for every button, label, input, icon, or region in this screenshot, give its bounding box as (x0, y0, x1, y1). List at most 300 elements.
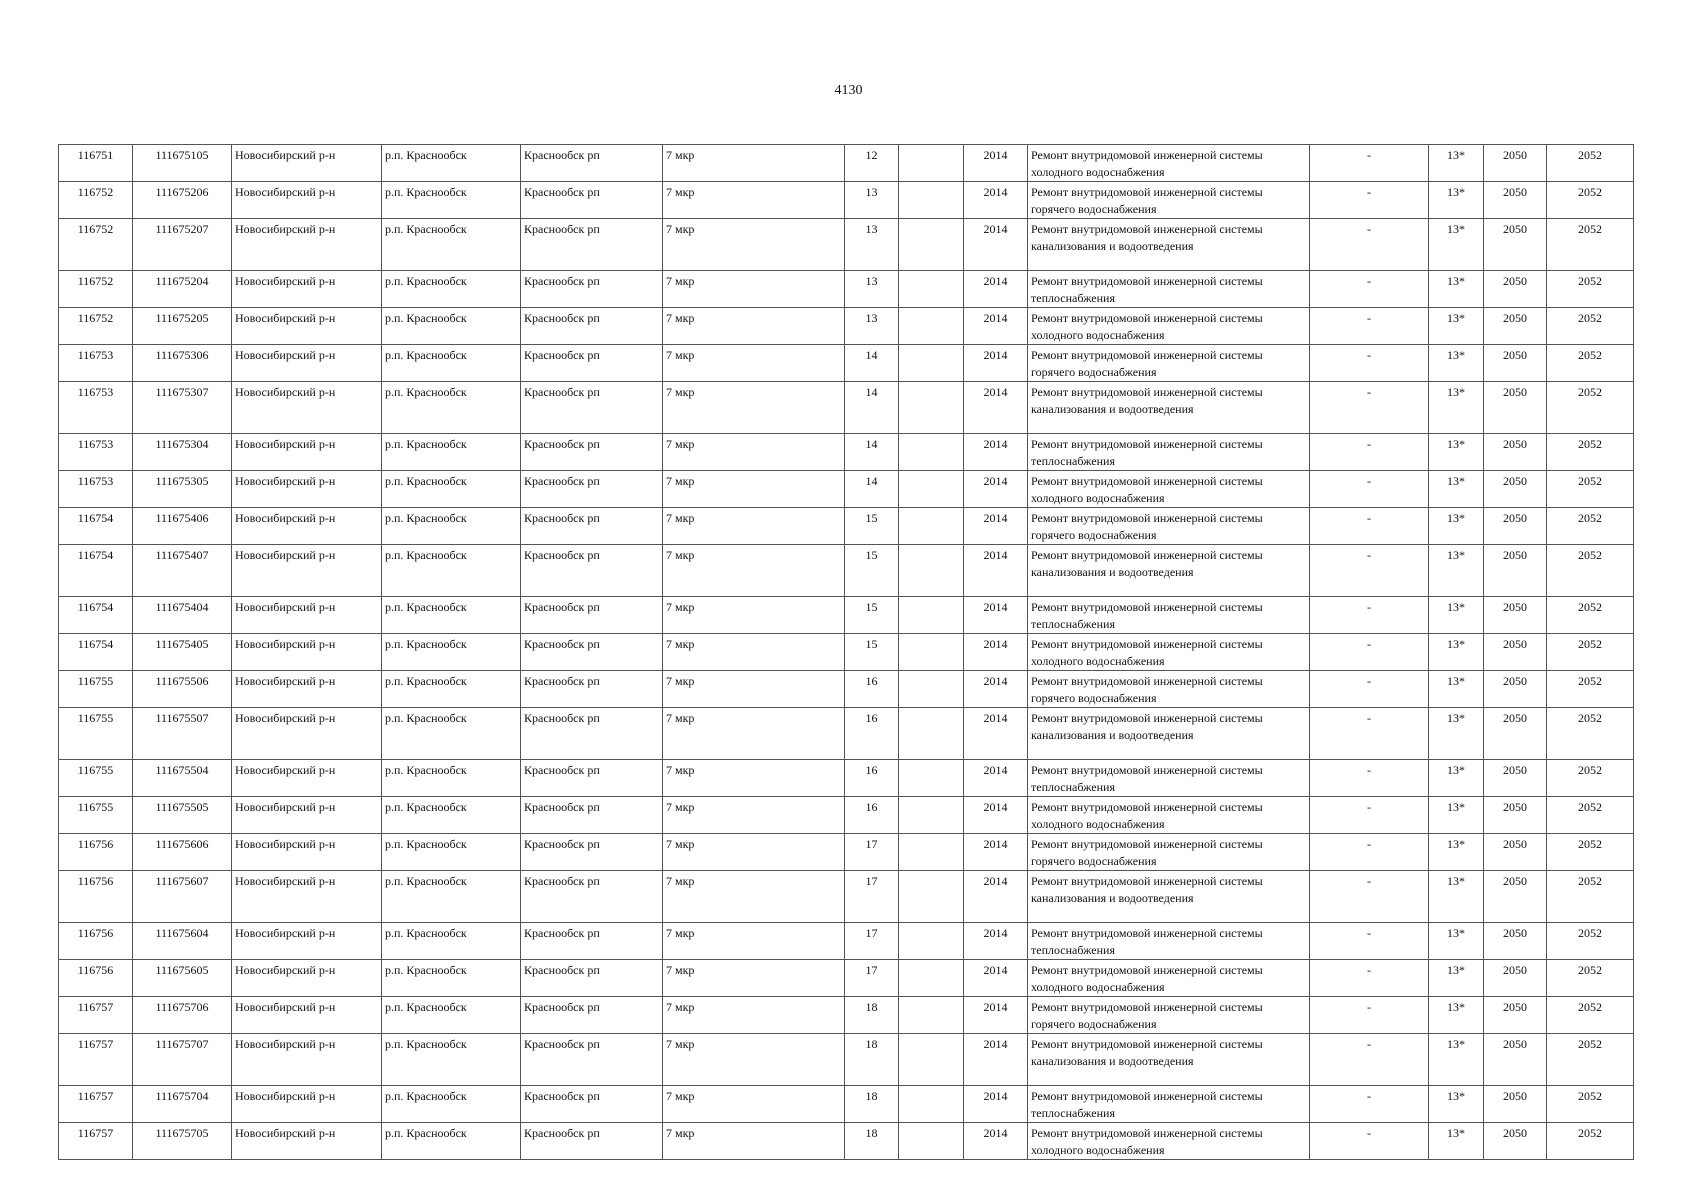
object-code-cell: 111675707 (133, 1034, 232, 1086)
district-cell: Новосибирский р-н (232, 434, 382, 471)
settlement-cell: р.п. Краснообск (382, 145, 521, 182)
work-type-cell: Ремонт внутридомовой инженерной системы теплоснабжения (1028, 271, 1310, 308)
district-cell: Новосибирский р-н (232, 1086, 382, 1123)
settlement-cell: р.п. Краснообск (382, 1123, 521, 1160)
settlement-cell: р.п. Краснообск (382, 308, 521, 345)
street-cell: 7 мкр (663, 1034, 845, 1086)
object-code-cell: 111675306 (133, 345, 232, 382)
house-number-cell: 14 (845, 382, 899, 434)
start-year-cell: 2050 (1484, 671, 1547, 708)
house-number-cell: 15 (845, 634, 899, 671)
locality-cell: Краснообск рп (521, 871, 663, 923)
object-code-cell: 111675604 (133, 923, 232, 960)
record-id-cell: 116757 (59, 1034, 133, 1086)
house-number-cell: 17 (845, 960, 899, 997)
table-row (59, 471, 1634, 508)
house-number-cell: 13 (845, 219, 899, 271)
start-year-cell: 2050 (1484, 271, 1547, 308)
dash-cell: - (1310, 797, 1429, 834)
street-cell: 7 мкр (663, 797, 845, 834)
street-cell: 7 мкр (663, 597, 845, 634)
house-number-cell: 14 (845, 434, 899, 471)
criterion-cell: 13* (1429, 760, 1484, 797)
record-id-cell: 116752 (59, 271, 133, 308)
locality-cell: Краснообск рп (521, 834, 663, 871)
registry-table (58, 144, 1634, 1160)
criterion-cell: 13* (1429, 1086, 1484, 1123)
district-cell: Новосибирский р-н (232, 1034, 382, 1086)
end-year-cell: 2052 (1547, 760, 1634, 797)
house-number-cell: 16 (845, 797, 899, 834)
district-cell: Новосибирский р-н (232, 471, 382, 508)
dash-cell: - (1310, 834, 1429, 871)
record-id-cell: 116753 (59, 382, 133, 434)
work-type-cell: Ремонт внутридомовой инженерной системы канализования и водоотведения (1028, 219, 1310, 271)
settlement-cell: р.п. Краснообск (382, 923, 521, 960)
criterion-cell: 13* (1429, 871, 1484, 923)
street-cell: 7 мкр (663, 308, 845, 345)
dash-cell: - (1310, 760, 1429, 797)
year-built-cell: 2014 (964, 1034, 1028, 1086)
locality-cell: Краснообск рп (521, 219, 663, 271)
house-number-cell: 14 (845, 471, 899, 508)
table-row (59, 1034, 1634, 1086)
criterion-cell: 13* (1429, 960, 1484, 997)
object-code-cell: 111675204 (133, 271, 232, 308)
district-cell: Новосибирский р-н (232, 219, 382, 271)
dash-cell: - (1310, 708, 1429, 760)
start-year-cell: 2050 (1484, 708, 1547, 760)
locality-cell: Краснообск рп (521, 508, 663, 545)
start-year-cell: 2050 (1484, 382, 1547, 434)
settlement-cell: р.п. Краснообск (382, 871, 521, 923)
district-cell: Новосибирский р-н (232, 271, 382, 308)
work-type-cell: Ремонт внутридомовой инженерной системы канализования и водоотведения (1028, 1034, 1310, 1086)
year-built-cell: 2014 (964, 671, 1028, 708)
record-id-cell: 116755 (59, 671, 133, 708)
district-cell: Новосибирский р-н (232, 960, 382, 997)
work-type-cell: Ремонт внутридомовой инженерной системы горячего водоснабжения (1028, 997, 1310, 1034)
house-number-cell: 18 (845, 1086, 899, 1123)
start-year-cell: 2050 (1484, 545, 1547, 597)
dash-cell: - (1310, 1123, 1429, 1160)
locality-cell: Краснообск рп (521, 760, 663, 797)
locality-cell: Краснообск рп (521, 923, 663, 960)
record-id-cell: 116755 (59, 708, 133, 760)
criterion-cell: 13* (1429, 997, 1484, 1034)
district-cell: Новосибирский р-н (232, 508, 382, 545)
criterion-cell: 13* (1429, 671, 1484, 708)
locality-cell: Краснообск рп (521, 545, 663, 597)
dash-cell: - (1310, 1086, 1429, 1123)
building-cell (899, 960, 964, 997)
end-year-cell: 2052 (1547, 960, 1634, 997)
table-row (59, 308, 1634, 345)
dash-cell: - (1310, 871, 1429, 923)
dash-cell: - (1310, 997, 1429, 1034)
table-row (59, 760, 1634, 797)
building-cell (899, 1034, 964, 1086)
work-type-cell: Ремонт внутридомовой инженерной системы холодного водоснабжения (1028, 308, 1310, 345)
table-row (59, 834, 1634, 871)
work-type-cell: Ремонт внутридомовой инженерной системы канализования и водоотведения (1028, 708, 1310, 760)
building-cell (899, 634, 964, 671)
work-type-cell: Ремонт внутридомовой инженерной системы холодного водоснабжения (1028, 145, 1310, 182)
start-year-cell: 2050 (1484, 145, 1547, 182)
settlement-cell: р.п. Краснообск (382, 671, 521, 708)
year-built-cell: 2014 (964, 471, 1028, 508)
record-id-cell: 116754 (59, 597, 133, 634)
criterion-cell: 13* (1429, 923, 1484, 960)
street-cell: 7 мкр (663, 271, 845, 308)
object-code-cell: 111675605 (133, 960, 232, 997)
object-code-cell: 111675307 (133, 382, 232, 434)
table-row (59, 271, 1634, 308)
table-row (59, 434, 1634, 471)
table-row (59, 145, 1634, 182)
building-cell (899, 382, 964, 434)
year-built-cell: 2014 (964, 182, 1028, 219)
locality-cell: Краснообск рп (521, 434, 663, 471)
locality-cell: Краснообск рп (521, 634, 663, 671)
record-id-cell: 116754 (59, 545, 133, 597)
house-number-cell: 18 (845, 1034, 899, 1086)
end-year-cell: 2052 (1547, 471, 1634, 508)
year-built-cell: 2014 (964, 960, 1028, 997)
locality-cell: Краснообск рп (521, 997, 663, 1034)
street-cell: 7 мкр (663, 1123, 845, 1160)
year-built-cell: 2014 (964, 145, 1028, 182)
locality-cell: Краснообск рп (521, 345, 663, 382)
end-year-cell: 2052 (1547, 834, 1634, 871)
work-type-cell: Ремонт внутридомовой инженерной системы канализования и водоотведения (1028, 545, 1310, 597)
building-cell (899, 545, 964, 597)
settlement-cell: р.п. Краснообск (382, 708, 521, 760)
record-id-cell: 116757 (59, 1086, 133, 1123)
house-number-cell: 18 (845, 1123, 899, 1160)
record-id-cell: 116757 (59, 997, 133, 1034)
locality-cell: Краснообск рп (521, 597, 663, 634)
district-cell: Новосибирский р-н (232, 708, 382, 760)
street-cell: 7 мкр (663, 871, 845, 923)
locality-cell: Краснообск рп (521, 382, 663, 434)
settlement-cell: р.п. Краснообск (382, 219, 521, 271)
settlement-cell: р.п. Краснообск (382, 997, 521, 1034)
house-number-cell: 17 (845, 923, 899, 960)
work-type-cell: Ремонт внутридомовой инженерной системы теплоснабжения (1028, 923, 1310, 960)
building-cell (899, 997, 964, 1034)
dash-cell: - (1310, 434, 1429, 471)
street-cell: 7 мкр (663, 760, 845, 797)
criterion-cell: 13* (1429, 508, 1484, 545)
district-cell: Новосибирский р-н (232, 760, 382, 797)
year-built-cell: 2014 (964, 834, 1028, 871)
year-built-cell: 2014 (964, 1086, 1028, 1123)
district-cell: Новосибирский р-н (232, 834, 382, 871)
building-cell (899, 797, 964, 834)
end-year-cell: 2052 (1547, 923, 1634, 960)
dash-cell: - (1310, 634, 1429, 671)
work-type-cell: Ремонт внутридомовой инженерной системы теплоснабжения (1028, 760, 1310, 797)
locality-cell: Краснообск рп (521, 671, 663, 708)
year-built-cell: 2014 (964, 797, 1028, 834)
start-year-cell: 2050 (1484, 597, 1547, 634)
record-id-cell: 116752 (59, 308, 133, 345)
criterion-cell: 13* (1429, 708, 1484, 760)
work-type-cell: Ремонт внутридомовой инженерной системы теплоснабжения (1028, 597, 1310, 634)
building-cell (899, 508, 964, 545)
locality-cell: Краснообск рп (521, 471, 663, 508)
table-row (59, 671, 1634, 708)
settlement-cell: р.п. Краснообск (382, 634, 521, 671)
street-cell: 7 мкр (663, 997, 845, 1034)
object-code-cell: 111675105 (133, 145, 232, 182)
district-cell: Новосибирский р-н (232, 545, 382, 597)
start-year-cell: 2050 (1484, 960, 1547, 997)
district-cell: Новосибирский р-н (232, 345, 382, 382)
record-id-cell: 116753 (59, 471, 133, 508)
criterion-cell: 13* (1429, 834, 1484, 871)
settlement-cell: р.п. Краснообск (382, 834, 521, 871)
table-row (59, 545, 1634, 597)
object-code-cell: 111675504 (133, 760, 232, 797)
object-code-cell: 111675705 (133, 1123, 232, 1160)
house-number-cell: 14 (845, 345, 899, 382)
settlement-cell: р.п. Краснообск (382, 382, 521, 434)
dash-cell: - (1310, 345, 1429, 382)
start-year-cell: 2050 (1484, 471, 1547, 508)
end-year-cell: 2052 (1547, 871, 1634, 923)
work-type-cell: Ремонт внутридомовой инженерной системы горячего водоснабжения (1028, 671, 1310, 708)
locality-cell: Краснообск рп (521, 960, 663, 997)
start-year-cell: 2050 (1484, 508, 1547, 545)
settlement-cell: р.п. Краснообск (382, 434, 521, 471)
end-year-cell: 2052 (1547, 308, 1634, 345)
settlement-cell: р.п. Краснообск (382, 797, 521, 834)
start-year-cell: 2050 (1484, 997, 1547, 1034)
settlement-cell: р.п. Краснообск (382, 271, 521, 308)
building-cell (899, 308, 964, 345)
settlement-cell: р.п. Краснообск (382, 508, 521, 545)
settlement-cell: р.п. Краснообск (382, 1086, 521, 1123)
building-cell (899, 923, 964, 960)
locality-cell: Краснообск рп (521, 1123, 663, 1160)
year-built-cell: 2014 (964, 871, 1028, 923)
locality-cell: Краснообск рп (521, 1086, 663, 1123)
criterion-cell: 13* (1429, 471, 1484, 508)
year-built-cell: 2014 (964, 634, 1028, 671)
dash-cell: - (1310, 508, 1429, 545)
house-number-cell: 16 (845, 708, 899, 760)
year-built-cell: 2014 (964, 434, 1028, 471)
district-cell: Новосибирский р-н (232, 634, 382, 671)
district-cell: Новосибирский р-н (232, 382, 382, 434)
year-built-cell: 2014 (964, 1123, 1028, 1160)
start-year-cell: 2050 (1484, 923, 1547, 960)
building-cell (899, 182, 964, 219)
year-built-cell: 2014 (964, 382, 1028, 434)
criterion-cell: 13* (1429, 219, 1484, 271)
table-body (59, 145, 1634, 1160)
street-cell: 7 мкр (663, 960, 845, 997)
dash-cell: - (1310, 219, 1429, 271)
locality-cell: Краснообск рп (521, 1034, 663, 1086)
street-cell: 7 мкр (663, 434, 845, 471)
building-cell (899, 834, 964, 871)
district-cell: Новосибирский р-н (232, 871, 382, 923)
dash-cell: - (1310, 145, 1429, 182)
dash-cell: - (1310, 471, 1429, 508)
end-year-cell: 2052 (1547, 1123, 1634, 1160)
record-id-cell: 116755 (59, 760, 133, 797)
house-number-cell: 15 (845, 597, 899, 634)
street-cell: 7 мкр (663, 508, 845, 545)
work-type-cell: Ремонт внутридомовой инженерной системы теплоснабжения (1028, 434, 1310, 471)
district-cell: Новосибирский р-н (232, 145, 382, 182)
district-cell: Новосибирский р-н (232, 1123, 382, 1160)
building-cell (899, 345, 964, 382)
street-cell: 7 мкр (663, 219, 845, 271)
street-cell: 7 мкр (663, 834, 845, 871)
work-type-cell: Ремонт внутридомовой инженерной системы горячего водоснабжения (1028, 508, 1310, 545)
building-cell (899, 434, 964, 471)
dash-cell: - (1310, 308, 1429, 345)
record-id-cell: 116753 (59, 434, 133, 471)
street-cell: 7 мкр (663, 671, 845, 708)
street-cell: 7 мкр (663, 382, 845, 434)
street-cell: 7 мкр (663, 145, 845, 182)
year-built-cell: 2014 (964, 219, 1028, 271)
record-id-cell: 116755 (59, 797, 133, 834)
criterion-cell: 13* (1429, 634, 1484, 671)
dash-cell: - (1310, 671, 1429, 708)
end-year-cell: 2052 (1547, 997, 1634, 1034)
work-type-cell: Ремонт внутридомовой инженерной системы холодного водоснабжения (1028, 797, 1310, 834)
street-cell: 7 мкр (663, 923, 845, 960)
start-year-cell: 2050 (1484, 182, 1547, 219)
building-cell (899, 760, 964, 797)
work-type-cell: Ремонт внутридомовой инженерной системы горячего водоснабжения (1028, 834, 1310, 871)
work-type-cell: Ремонт внутридомовой инженерной системы холодного водоснабжения (1028, 1123, 1310, 1160)
record-id-cell: 116752 (59, 182, 133, 219)
record-id-cell: 116754 (59, 634, 133, 671)
criterion-cell: 13* (1429, 434, 1484, 471)
end-year-cell: 2052 (1547, 1034, 1634, 1086)
criterion-cell: 13* (1429, 597, 1484, 634)
record-id-cell: 116752 (59, 219, 133, 271)
year-built-cell: 2014 (964, 508, 1028, 545)
table-row (59, 708, 1634, 760)
record-id-cell: 116757 (59, 1123, 133, 1160)
start-year-cell: 2050 (1484, 1034, 1547, 1086)
building-cell (899, 708, 964, 760)
settlement-cell: р.п. Краснообск (382, 1034, 521, 1086)
street-cell: 7 мкр (663, 634, 845, 671)
criterion-cell: 13* (1429, 271, 1484, 308)
criterion-cell: 13* (1429, 545, 1484, 597)
table-row (59, 382, 1634, 434)
work-type-cell: Ремонт внутридомовой инженерной системы теплоснабжения (1028, 1086, 1310, 1123)
locality-cell: Краснообск рп (521, 708, 663, 760)
table-row (59, 871, 1634, 923)
object-code-cell: 111675505 (133, 797, 232, 834)
table-row (59, 960, 1634, 997)
end-year-cell: 2052 (1547, 597, 1634, 634)
table-row (59, 345, 1634, 382)
year-built-cell: 2014 (964, 345, 1028, 382)
building-cell (899, 471, 964, 508)
work-type-cell: Ремонт внутридомовой инженерной системы холодного водоснабжения (1028, 471, 1310, 508)
start-year-cell: 2050 (1484, 834, 1547, 871)
start-year-cell: 2050 (1484, 434, 1547, 471)
start-year-cell: 2050 (1484, 797, 1547, 834)
end-year-cell: 2052 (1547, 1086, 1634, 1123)
dash-cell: - (1310, 545, 1429, 597)
dash-cell: - (1310, 597, 1429, 634)
object-code-cell: 111675407 (133, 545, 232, 597)
start-year-cell: 2050 (1484, 760, 1547, 797)
work-type-cell: Ремонт внутридомовой инженерной системы холодного водоснабжения (1028, 634, 1310, 671)
settlement-cell: р.п. Краснообск (382, 597, 521, 634)
house-number-cell: 17 (845, 871, 899, 923)
building-cell (899, 671, 964, 708)
end-year-cell: 2052 (1547, 182, 1634, 219)
settlement-cell: р.п. Краснообск (382, 760, 521, 797)
table-row (59, 797, 1634, 834)
district-cell: Новосибирский р-н (232, 923, 382, 960)
object-code-cell: 111675706 (133, 997, 232, 1034)
locality-cell: Краснообск рп (521, 182, 663, 219)
table-row (59, 597, 1634, 634)
settlement-cell: р.п. Краснообск (382, 182, 521, 219)
dash-cell: - (1310, 382, 1429, 434)
building-cell (899, 219, 964, 271)
object-code-cell: 111675305 (133, 471, 232, 508)
work-type-cell: Ремонт внутридомовой инженерной системы горячего водоснабжения (1028, 182, 1310, 219)
year-built-cell: 2014 (964, 597, 1028, 634)
page-number: 4130 (834, 83, 863, 98)
start-year-cell: 2050 (1484, 219, 1547, 271)
end-year-cell: 2052 (1547, 671, 1634, 708)
house-number-cell: 15 (845, 545, 899, 597)
object-code-cell: 111675304 (133, 434, 232, 471)
object-code-cell: 111675704 (133, 1086, 232, 1123)
table-row (59, 1086, 1634, 1123)
table-row (59, 508, 1634, 545)
dash-cell: - (1310, 271, 1429, 308)
house-number-cell: 15 (845, 508, 899, 545)
end-year-cell: 2052 (1547, 508, 1634, 545)
object-code-cell: 111675406 (133, 508, 232, 545)
year-built-cell: 2014 (964, 923, 1028, 960)
criterion-cell: 13* (1429, 308, 1484, 345)
object-code-cell: 111675207 (133, 219, 232, 271)
end-year-cell: 2052 (1547, 145, 1634, 182)
object-code-cell: 111675404 (133, 597, 232, 634)
dash-cell: - (1310, 1034, 1429, 1086)
table-row (59, 219, 1634, 271)
building-cell (899, 1123, 964, 1160)
house-number-cell: 12 (845, 145, 899, 182)
table-row (59, 634, 1634, 671)
end-year-cell: 2052 (1547, 219, 1634, 271)
settlement-cell: р.п. Краснообск (382, 471, 521, 508)
district-cell: Новосибирский р-н (232, 182, 382, 219)
object-code-cell: 111675607 (133, 871, 232, 923)
dash-cell: - (1310, 960, 1429, 997)
house-number-cell: 13 (845, 182, 899, 219)
year-built-cell: 2014 (964, 997, 1028, 1034)
